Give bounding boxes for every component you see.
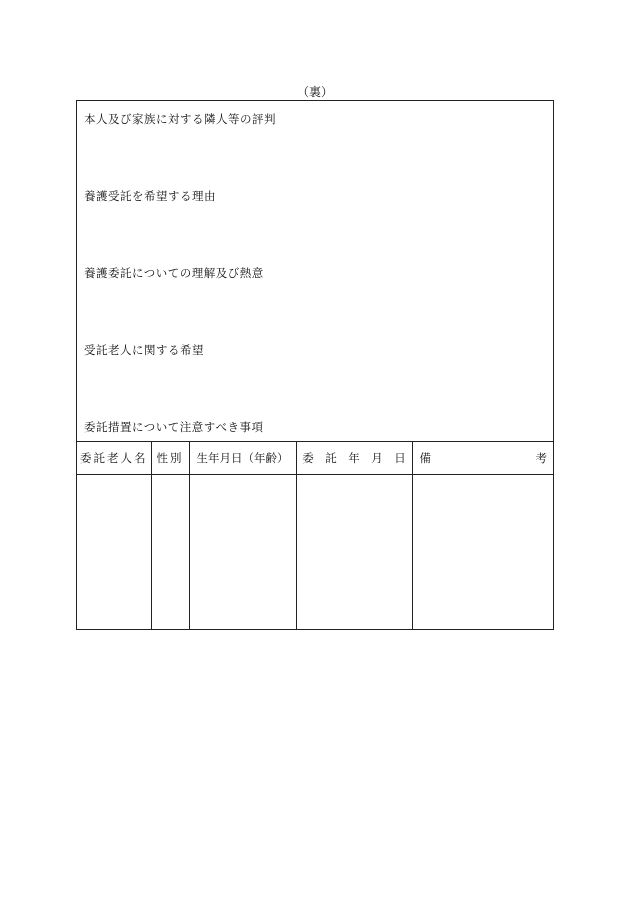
section-notes-label: 委託措置について注意すべき事項 [84,420,264,434]
section-understanding-label: 養護委託についての理解及び熱意 [84,266,264,280]
section-preference-label: 受託老人に関する希望 [84,343,204,357]
header-birthdate: 生年月日（年齢） [189,442,296,475]
cell-entrust-date[interactable] [296,475,412,630]
header-remarks-right: 考 [535,451,547,465]
cell-name[interactable] [77,475,151,630]
section-neighbor-reputation-label: 本人及び家族に対する隣人等の評判 [84,112,276,126]
section-reason-label: 養護受託を希望する理由 [84,189,216,203]
cell-remarks[interactable] [412,475,553,630]
header-remarks [412,442,553,475]
cell-birthdate[interactable] [189,475,296,630]
page-side-mark: （裏） [296,85,333,99]
elderly-table [77,441,553,629]
table-header-row [77,442,553,475]
free-text-sections [77,101,553,441]
header-name: 委託老人名 [77,442,151,475]
table-row [77,475,553,630]
header-sex: 性別 [151,442,189,475]
header-remarks-left: 備 [419,451,431,465]
form-frame [76,100,554,630]
cell-sex[interactable] [151,475,189,630]
header-entrust-date: 委 託 年 月 日 [296,442,412,475]
